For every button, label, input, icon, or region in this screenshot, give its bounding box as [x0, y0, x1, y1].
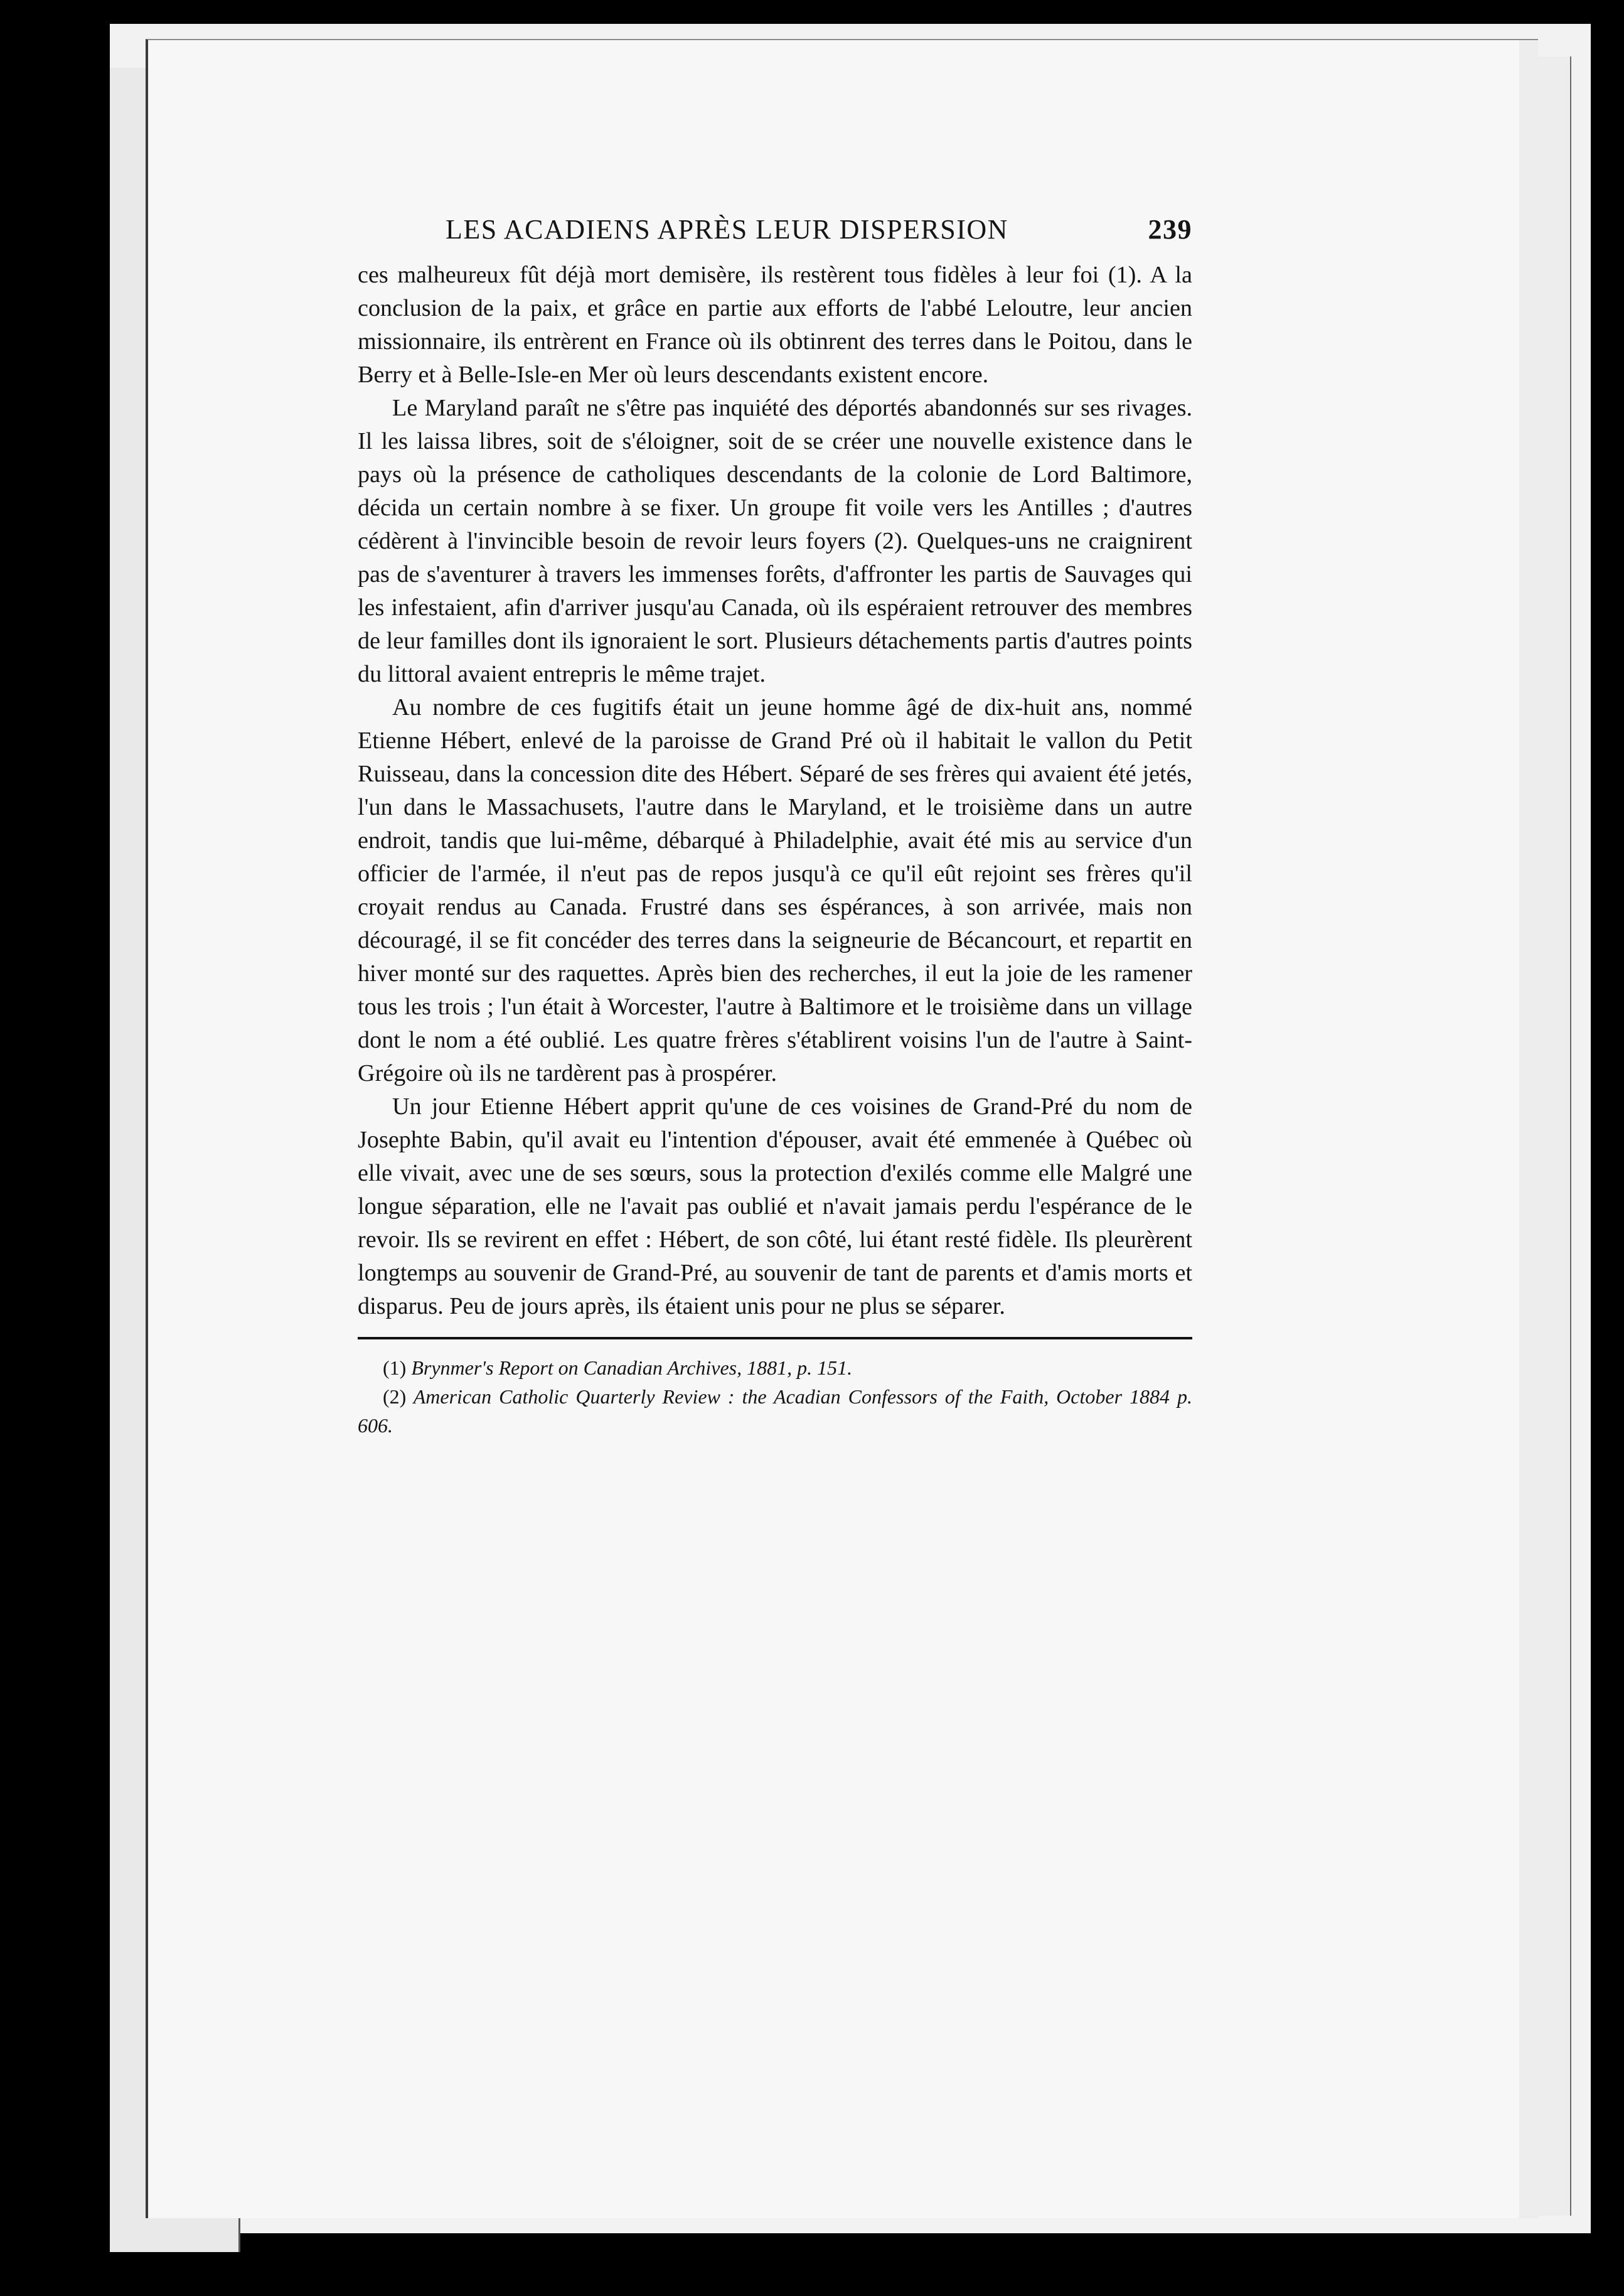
footnote-number: (1) [383, 1356, 407, 1379]
running-head [358, 213, 1192, 259]
footnote-text: Brynmer's Report on Canadian Archives, 1881, p. 151. [411, 1356, 853, 1379]
footnote [358, 1382, 1192, 1440]
footnotes [358, 1353, 1192, 1440]
footnote-rule [358, 1337, 1192, 1339]
paragraph: Un jour Etienne Hébert apprit qu'une de ces voisines de Grand-Pré du nom de Josephte Babin, qu'il avait eu l'intention d'épouser, avait été emmenée à Québec où elle vivait, avec une de ses sœurs, sous la protection d'exilés comme elle Malgré une longue séparation, elle ne l'avait pas oublié et n'avait jamais perdu l'espérance de le revoir. Ils se revirent en effet : Hébert, de son côté, lui étant resté fidèle. Ils pleurèrent longtemps au souvenir de Grand-Pré, au souvenir de tant de parents et d'amis morts et disparus. Peu de jours après, ils étaient unis pour ne plus se séparer. [358, 1093, 1192, 1319]
footnote [358, 1353, 1192, 1382]
running-title: LES ACADIENS APRÈS LEUR DISPERSION [446, 214, 1008, 245]
page-text [358, 213, 1192, 1440]
paragraph: Au nombre de ces fugitifs était un jeune homme âgé de dix-huit ans, nommé Etienne Hébert, enlevé de la paroisse de Grand Pré où il habitait le vallon du Petit Ruisseau, dans la concession dite des Hébert. Séparé de ses frères qui avaient été jetés, l'un dans le Massachusets, l'autre dans le Maryland, et le troisième dans un autre endroit, tandis que lui-même, débarqué à Philadelphie, avait été mis au service d'un officier de l'armée, il n'eut pas de repos jusqu'à ce qu'il eût rejoint ses frères qu'il croyait rendus au Canada. Frustré dans ses éspérances, à son arrivée, mais non découragé, il se fit concéder des terres dans la seigneurie de Bécancourt, et repartit en hiver monté sur des raquettes. Après bien des recherches, il eut la joie de les ramener tous les trois ; l'un était à Worcester, l'autre à Baltimore et le troisième dans un village dont le nom a été oublié. Les quatre frères s'établirent voisins l'un de l'autre à Saint-Grégoire où ils ne tardèrent pas à prospérer. [358, 694, 1192, 1086]
page-number: 239 [1148, 214, 1192, 245]
footnote-text: American Catholic Quarterly Review : the Acadian Confessors of the Faith, October 1884 p. 606. [358, 1385, 1193, 1437]
paragraph: ces malheureux fût déjà mort demisère, ils restèrent tous fidèles à leur foi (1). A la conclusion de la paix, et grâce en partie aux efforts de l'abbé Leloutre, leur ancien missionnaire, ils entrèrent en France où ils obtinrent des terres dans le Poitou, dans le Berry et à Belle-Isle-en Mer où leurs descendants existent encore. [358, 262, 1192, 388]
paragraph: Le Maryland paraît ne s'être pas inquiété des déportés abandonnés sur ses rivages. Il les laissa libres, soit de s'éloigner, soit de se créer une nouvelle existence dans le pays où la présence de catholiques descendants de la colonie de Lord Baltimore, décida un certain nombre à se fixer. Un groupe fit voile vers les Antilles ; d'autres cédèrent à l'invincible besoin de revoir leurs foyers (2). Quelques-uns ne craignirent pas de s'aventurer à travers les immenses forêts, d'affronter les partis de Sauvages qui les infestaient, afin d'arriver jusqu'au Canada, où ils espéraient retrouver des membres de leur familles dont ils ignoraient le sort. Plusieurs détachements partis d'autres points du littoral avaient entrepris le même trajet. [358, 395, 1192, 687]
footnote-number: (2) [383, 1385, 407, 1408]
